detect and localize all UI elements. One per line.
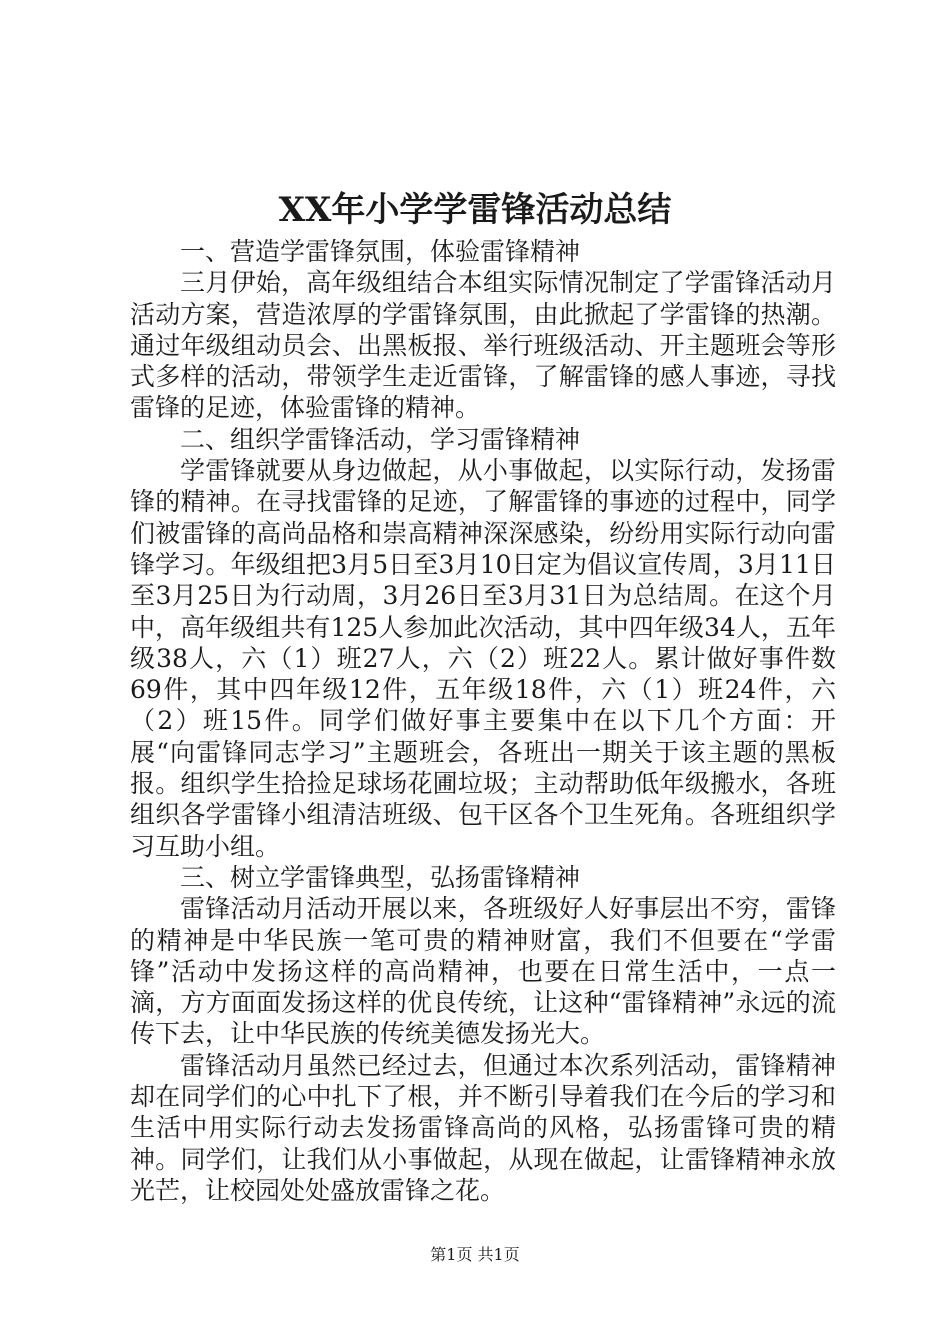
- document-title: XX年小学学雷锋活动总结: [278, 190, 672, 230]
- paragraph-4: 雷锋活动月虽然已经过去，但通过本次系列活动，雷锋精神却在同学们的心中扎下了根，并不断引导着我们在今后的学习和生活中用实际行动去发扬雷锋高尚的风格，弘扬雷锋可贵的精神。同学们，让我们从小事做起，从现在做起，让雷锋精神永放光芒，让校园处处盛放雷锋之花。: [130, 1050, 836, 1205]
- section-heading-3: 三、树立学雷锋典型，弘扬雷锋精神: [180, 862, 581, 892]
- paragraph-1: 三月伊始，高年级组结合本组实际情况制定了学雷锋活动月活动方案，营造浓厚的学雷锋氛围，由此掀起了学雷锋的热潮。通过年级组动员会、出黑板报、举行班级活动、开主题班会等形式多样的活动，带领学生走近雷锋，了解雷锋的感人事迹，寻找雷锋的足迹，体验雷锋的精神。: [130, 268, 836, 423]
- document-body: [130, 236, 836, 1206]
- paragraph-2: 学雷锋就要从身边做起，从小事做起，以实际行动，发扬雷锋的精神。在寻找雷锋的足迹，了解雷锋的事迹的过程中，同学们被雷锋的高尚品格和崇高精神深深感染，纷纷用实际行动向雷锋学习。年级组把3月5日至3月10日定为倡议宣传周，3月11日至3月25日为行动周，3月26日至3月31日为总结周。在这个月中，高年级组共有125人参加此次活动，其中四年级34人，五年级38人，六（1）班27人，六（2）班22人。累计做好事件数69件，其中四年级12件，五年级18件，六（1）班24件，六（2）班15件。同学们做好事主要集中在以下几个方面：开展“向雷锋同志学习”主题班会，各班出一期关于该主题的黑板报。组织学生拾捡足球场花圃垃圾；主动帮助低年级搬水，各班组织各学雷锋小组清洁班级、包干区各个卫生死角。各班组织学习互助小组。: [130, 456, 836, 861]
- page-footer: 第1页 共1页: [430, 1245, 520, 1264]
- paragraph-3: 雷锋活动月活动开展以来，各班级好人好事层出不穷，雷锋的精神是中华民族一笔可贵的精神财富，我们不但要在“学雷锋”活动中发扬这样的高尚精神，也要在日常生活中，一点一滴，方方面面发扬这样的优良传统，让这种“雷锋精神”永远的流传下去，让中华民族的传统美德发扬光大。: [130, 894, 836, 1049]
- section-heading-1: 一、营造学雷锋氛围，体验雷锋精神: [180, 237, 581, 266]
- section-heading-2: 二、组织学雷锋活动，学习雷锋精神: [180, 424, 581, 454]
